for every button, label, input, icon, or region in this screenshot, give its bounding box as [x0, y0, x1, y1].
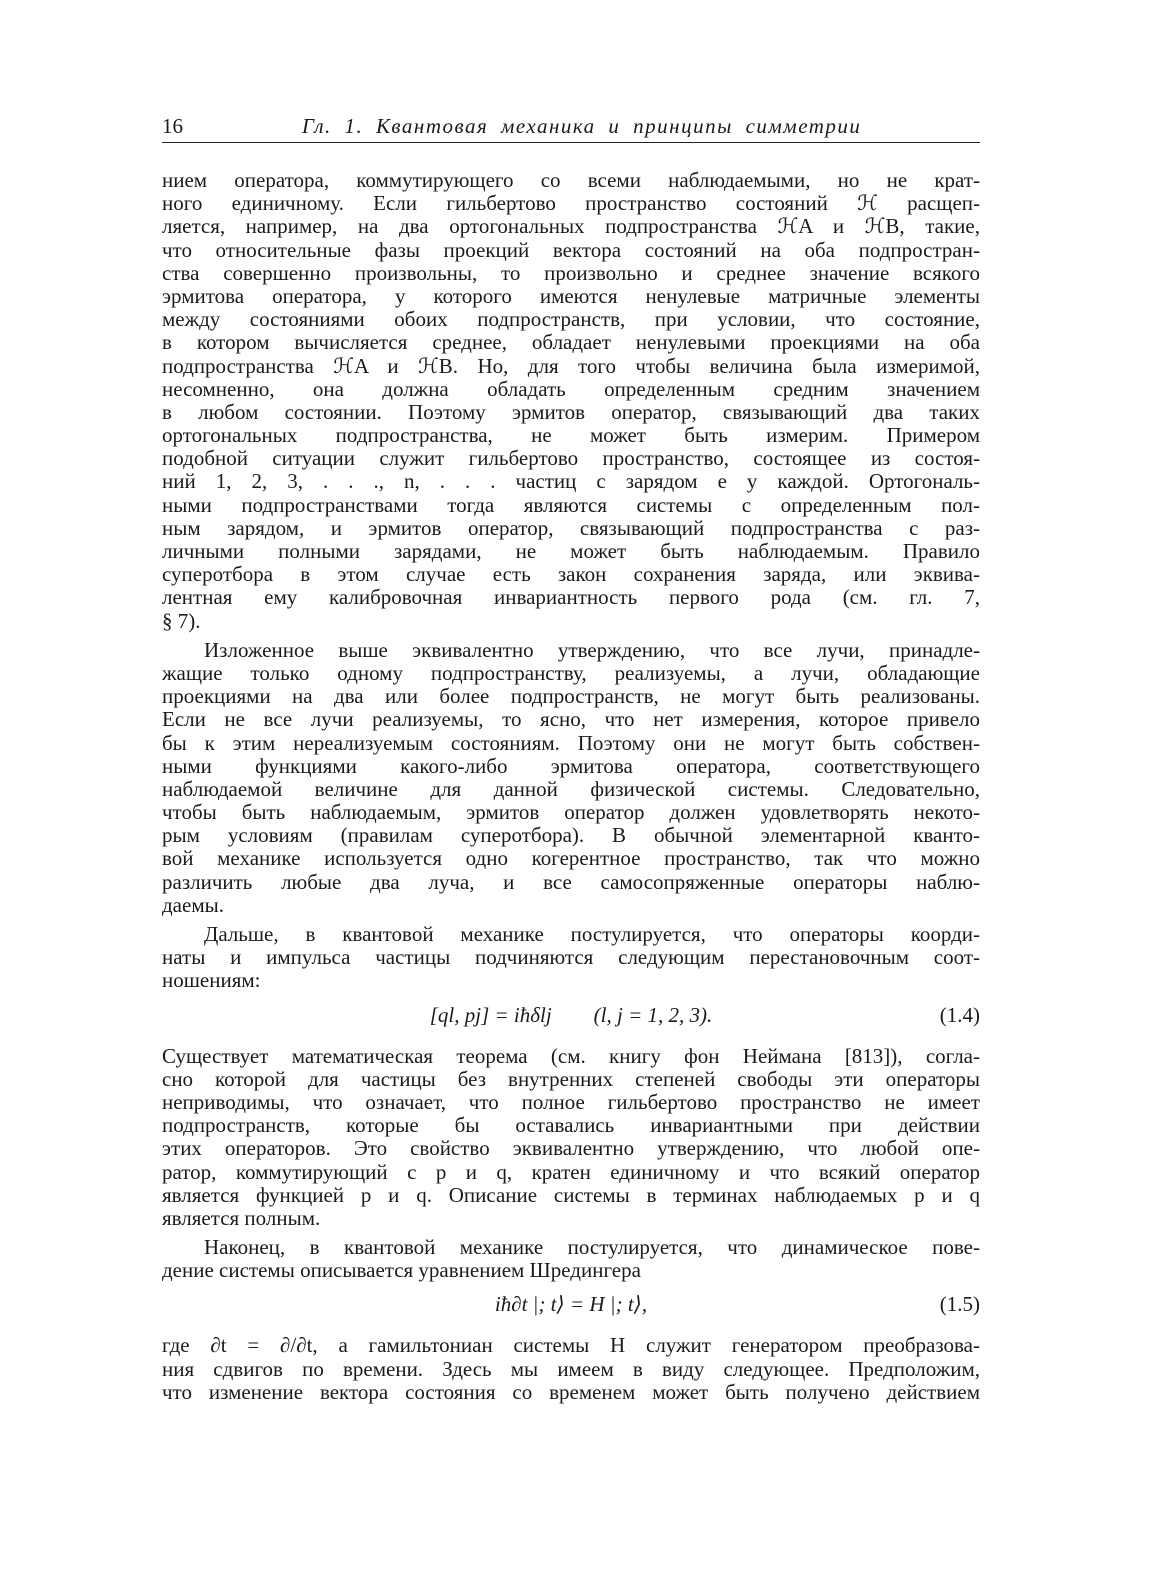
- text-line: Если не все лучи реализуемы, то ясно, что нет измерения, которое привело: [162, 708, 980, 732]
- running-title: Гл. 1. Квантовая механика и принципы симметрии: [302, 114, 862, 138]
- page-header: [162, 112, 980, 143]
- text-line: Наконец, в квантовой механике постулируется, что динамическое пове-: [204, 1236, 980, 1260]
- paragraph: [162, 1045, 980, 1231]
- text-line: подобной ситуации служит гильбертово пространство, состоящее из состоя-: [162, 447, 980, 471]
- text-line: ными функциями какого-либо эрмитова оператора, соответствующего: [162, 754, 980, 778]
- equation-formula: iħ∂t |; t⟩ = H |; t⟩,: [494, 1292, 648, 1317]
- text-line: ного единичному. Если гильбертово пространство состояний ℋ расщеп-: [162, 192, 980, 216]
- equation: [162, 995, 980, 1035]
- text-line: что изменение вектора состояния со временем может быть получено действием: [162, 1380, 980, 1404]
- text-line: бы к этим нереализуемым состояниям. Поэтому они не могут быть собствен-: [162, 731, 980, 755]
- text-line: Дальше, в квантовой механике постулируется, что операторы коорди-: [204, 923, 980, 946]
- text-line: в любом состоянии. Поэтому эрмитов оператор, связывающий два таких: [162, 400, 980, 424]
- text-line: ратор, коммутирующий с p и q, кратен единичному и что всякий оператор: [162, 1160, 980, 1184]
- text-line: Изложенное выше эквивалентно утверждению, что все лучи, принадле-: [204, 638, 980, 662]
- paragraph: [162, 1334, 980, 1404]
- text-line: жащие только одному подпространству, реализуемы, а лучи, обладающие: [162, 661, 980, 685]
- text-line: подпространств, которые бы оставались инвариантными при действии: [162, 1114, 980, 1138]
- text-line: сно которой для частицы без внутренних степеней свободы эти операторы: [162, 1067, 980, 1091]
- text-line: чтобы быть наблюдаемым, эрмитов оператор должен удовлетворять некото-: [162, 801, 980, 825]
- text-line: дение системы описывается уравнением Шредингера: [162, 1259, 641, 1283]
- text-line: ния сдвигов по времени. Здесь мы имеем в виду следующее. Предположим,: [162, 1357, 980, 1381]
- text-line: ношениям:: [162, 969, 261, 993]
- body-text: [162, 169, 980, 1404]
- paragraph: [162, 169, 980, 633]
- text-line: проекциями на два или более подпространств, не могут быть реализованы.: [162, 685, 980, 709]
- text-line: несомненно, она должна обладать определенным средним значением: [162, 377, 980, 401]
- equation-formula: [ql, pj] = iħδlj (l, j = 1, 2, 3).: [429, 1002, 713, 1027]
- text-line: между состояниями обоих подпространств, при условии, что состояние,: [162, 308, 980, 332]
- text-line: эрмитова оператора, у которого имеются ненулевые матричные элементы: [162, 284, 980, 308]
- text-line: в котором вычисляется среднее, обладает ненулевыми проекциями на оба: [162, 331, 980, 355]
- text-line: ний 1, 2, 3, . . ., n, . . . частиц с зарядом e у каждой. Ортогональ-: [162, 470, 980, 494]
- text-line: § 7).: [162, 609, 201, 633]
- paragraph: [162, 1236, 980, 1282]
- text-line: даемы.: [162, 893, 224, 917]
- text-line: где ∂t = ∂/∂t, а гамильтониан системы H служит генератором преобразова-: [162, 1334, 980, 1358]
- text-line: подпространства ℋA и ℋB. Но, для того чтобы величина была измеримой,: [162, 354, 980, 378]
- text-line: неприводимы, что означает, что полное гильбертово пространство не имеет: [162, 1090, 980, 1114]
- equation-number: (1.5): [939, 1292, 980, 1317]
- text-line: ным зарядом, и эрмитов оператор, связывающий подпространства с раз-: [162, 516, 980, 540]
- text-line: является функцией p и q. Описание системы в терминах наблюдаемых p и q: [162, 1183, 980, 1207]
- text-line: нием оператора, коммутирующего со всеми наблюдаемыми, но не крат-: [162, 169, 980, 192]
- equation: [162, 1284, 980, 1324]
- text-line: что относительные фазы проекций вектора состояний на оба подпростран-: [162, 238, 980, 262]
- text-line: ства совершенно произвольны, то произвольно и среднее значение всякого: [162, 261, 980, 285]
- text-line: наблюдаемой величине для данной физической системы. Следовательно,: [162, 777, 980, 801]
- text-line: Существует математическая теорема (см. книгу фон Неймана [813]), согла-: [162, 1044, 980, 1068]
- text-line: суперотбора в этом случае есть закон сохранения заряда, или эквива-: [162, 563, 980, 587]
- text-line: ортогональных подпространства, не может быть измерим. Примером: [162, 424, 980, 448]
- text-line: лентная ему калибровочная инвариантность первого рода (см. гл. 7,: [162, 586, 980, 610]
- text-line: ными подпространствами тогда являются системы с определенным пол-: [162, 493, 980, 517]
- book-page: [162, 112, 980, 1404]
- text-line: этих операторов. Это свойство эквивалентно утверждению, что любой опе-: [162, 1137, 980, 1161]
- text-line: вой механике используется одно когерентное пространство, так что можно: [162, 847, 980, 871]
- text-line: является полным.: [162, 1206, 321, 1230]
- equation-number: (1.4): [939, 1002, 980, 1027]
- text-line: различить любые два луча, и все самосопряженные операторы наблю-: [162, 870, 980, 894]
- text-line: рым условиям (правилам суперотбора). В обычной элементарной кванто-: [162, 824, 980, 848]
- text-line: наты и импульса частицы подчиняются следующим перестановочным соот-: [162, 946, 980, 970]
- page-number: 16: [162, 114, 183, 138]
- paragraph: [162, 923, 980, 993]
- text-line: личными полными зарядами, не может быть наблюдаемым. Правило: [162, 540, 980, 563]
- paragraph: [162, 639, 980, 917]
- text-line: ляется, например, на два ортогональных подпространства ℋA и ℋB, такие,: [162, 215, 980, 239]
